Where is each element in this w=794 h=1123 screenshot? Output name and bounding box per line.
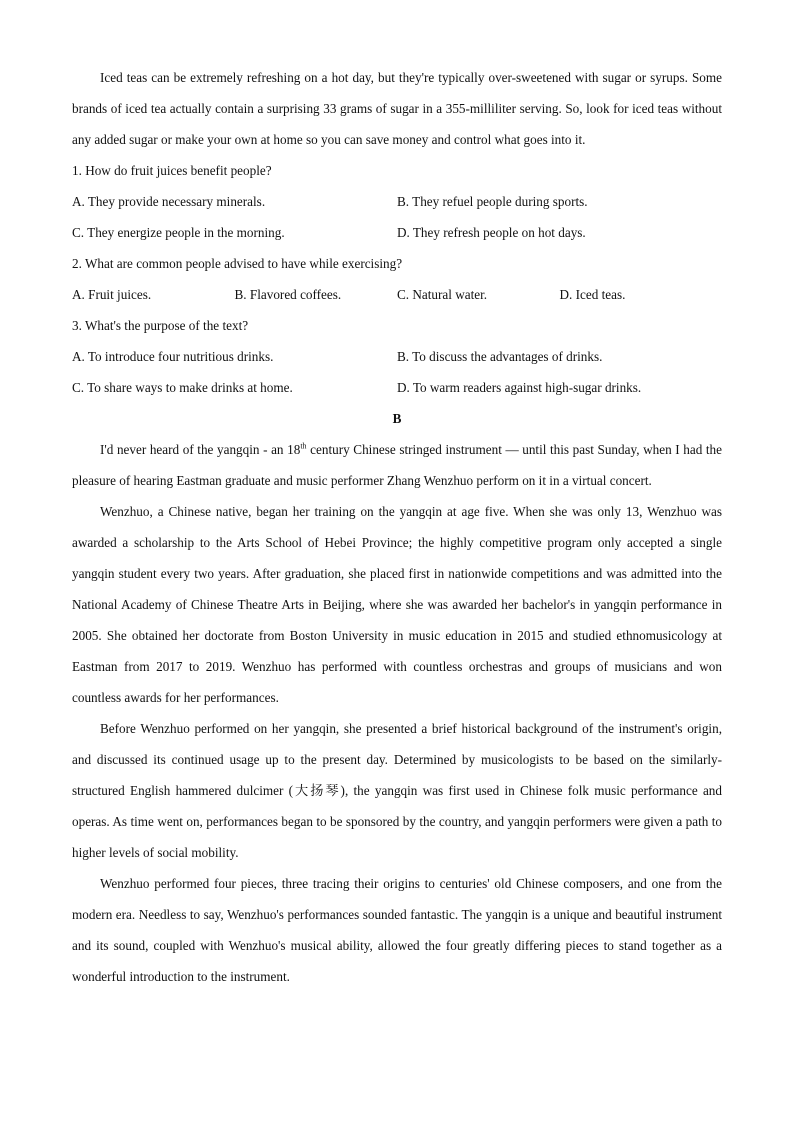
yangqin-intro-paragraph <box>72 434 722 496</box>
option-a: A. To introduce four nutritious drinks. <box>72 349 274 364</box>
iced-tea-paragraph: Iced teas can be extremely refreshing on a hot day, but they're typically over-sweetened with sugar or syrups. Some brands of iced tea actually contain a surprising 33 grams of sugar in a 355-milliliter serving. So, look for iced teas without any added sugar or make your own at home so you can save money and control what goes into it. <box>72 70 722 147</box>
option-b: B. They refuel people during sports. <box>397 194 588 209</box>
options-row <box>72 279 722 310</box>
options-row <box>72 217 722 248</box>
intro-text-end: century Chinese stringed instrument — until this past Sunday, when I had the pleasure of hearing Eastman graduate and music performer Zhang Wenzhuo perform on it in a virtual concert. <box>72 442 722 488</box>
biography-paragraph: Wenzhuo, a Chinese native, began her training on the yangqin at age five. When she was only 13, Wenzhuo was awarded a scholarship to the Arts School of Hebei Province; the highly competitive program only accepted a single yangqin student every two years. After graduation, she placed first in nationwide competitions and was admitted into the National Academy of Chinese Theatre Arts in Beijing, where she was awarded her bachelor's in yangqin performance in 2005. She obtained her doctorate from Boston University in music education in 2015 and studied ethnomusicology at Eastman from 2017 to 2019. Wenzhuo has performed with countless orchestras and groups of musicians and won countless awards for her performances. <box>72 504 722 705</box>
options-row <box>72 186 722 217</box>
history-paragraph: Before Wenzhuo performed on her yangqin, she presented a brief historical background of the instrument's origin, and discussed its continued usage up to the present day. Determined by musicologists to be based on the similarly-structured English hammered dulcimer (大扬琴), the yangqin was first used in Chinese folk music performance and operas. As time went on, performances began to be sponsored by the country, and yangqin performers were given a path to higher levels of social mobility. <box>72 721 722 860</box>
option-b: B. Flavored coffees. <box>234 287 342 302</box>
option-c: C. They energize people in the morning. <box>72 225 285 240</box>
option-d: D. They refresh people on hot days. <box>397 225 586 240</box>
question-2 <box>72 248 722 310</box>
ordinal-suffix: th <box>300 441 307 451</box>
option-a: A. Fruit juices. <box>72 287 152 302</box>
question-1 <box>72 155 722 248</box>
option-c: C. Natural water. <box>397 287 488 302</box>
question-stem: 1. How do fruit juices benefit people? <box>72 163 272 178</box>
options-row <box>72 341 722 372</box>
question-3 <box>72 310 722 403</box>
question-stem: 2. What are common people advised to have while exercising? <box>72 256 403 271</box>
option-b: B. To discuss the advantages of drinks. <box>397 349 603 364</box>
section-heading-b: B <box>392 411 402 426</box>
question-stem: 3. What's the purpose of the text? <box>72 318 249 333</box>
options-row <box>72 372 722 403</box>
option-c: C. To share ways to make drinks at home. <box>72 380 293 395</box>
intro-text-start: I'd never heard of the yangqin - an 18 <box>100 442 301 457</box>
option-d: D. To warm readers against high-sugar drinks. <box>397 380 642 395</box>
document-page <box>72 62 722 992</box>
option-a: A. They provide necessary minerals. <box>72 194 266 209</box>
option-d: D. Iced teas. <box>559 287 626 302</box>
performance-paragraph: Wenzhuo performed four pieces, three tracing their origins to centuries' old Chinese composers, and one from the modern era. Needless to say, Wenzhuo's performances sounded fantastic. The yangqin is a unique and beautiful instrument and its sound, coupled with Wenzhuo's musical ability, allowed the four greatly differing pieces to stand together as a wonderful introduction to the instrument. <box>72 876 722 984</box>
